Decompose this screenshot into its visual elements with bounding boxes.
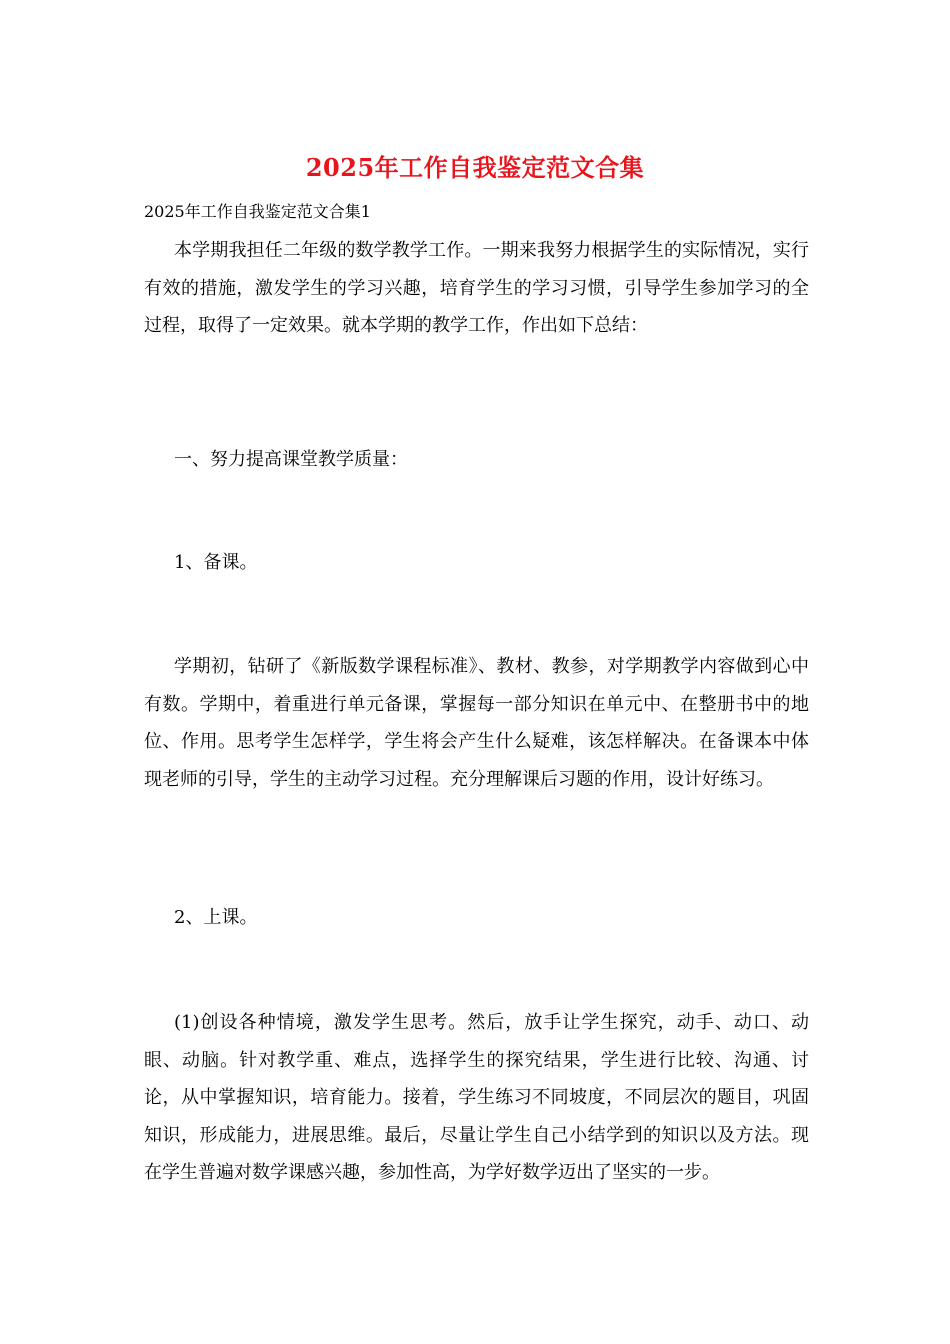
document-title: 2025年工作自我鉴定范文合集 <box>305 153 645 182</box>
intro-paragraph: 本学期我担任二年级的数学教学工作。一期来我努力根据学生的实际情况，实行有效的措施，激发学生的学习兴趣，培育学生的学习习惯，引导学生参加学习的全过程，取得了一定效果。就本学期的教学工作，作出如下总结： <box>144 240 809 336</box>
item-1-paragraph: 学期初，钻研了《新版数学课程标准》、教材、教参，对学期教学内容做到心中有数。学期中，着重进行单元备课，掌握每一部分知识在单元中、在整册书中的地位、作用。思考学生怎样学，学生将会产生什么疑难，该怎样解决。在备课本中体现老师的引导，学生的主动学习过程。充分理解课后习题的作用，设计好练习。 <box>144 656 809 790</box>
item-heading-1: 1、备课。 <box>174 552 258 573</box>
document-subtitle: 2025年工作自我鉴定范文合集1 <box>144 202 371 221</box>
item-2-paragraph: (1)创设各种情境，激发学生思考。然后，放手让学生探究，动手、动口、动眼、动脑。针对教学重、难点，选择学生的探究结果，学生进行比较、沟通、讨论，从中掌握知识，培育能力。接着，学生练习不同坡度，不同层次的题目，巩固知识，形成能力，进展思维。最后，尽量让学生自己小结学到的知识以及方法。现在学生普遍对数学课感兴趣，参加性高，为学好数学迈出了坚实的一步。 <box>144 1012 809 1183</box>
section-heading-1: 一、努力提高课堂教学质量： <box>174 449 408 470</box>
item-heading-2: 2、上课。 <box>174 907 258 928</box>
